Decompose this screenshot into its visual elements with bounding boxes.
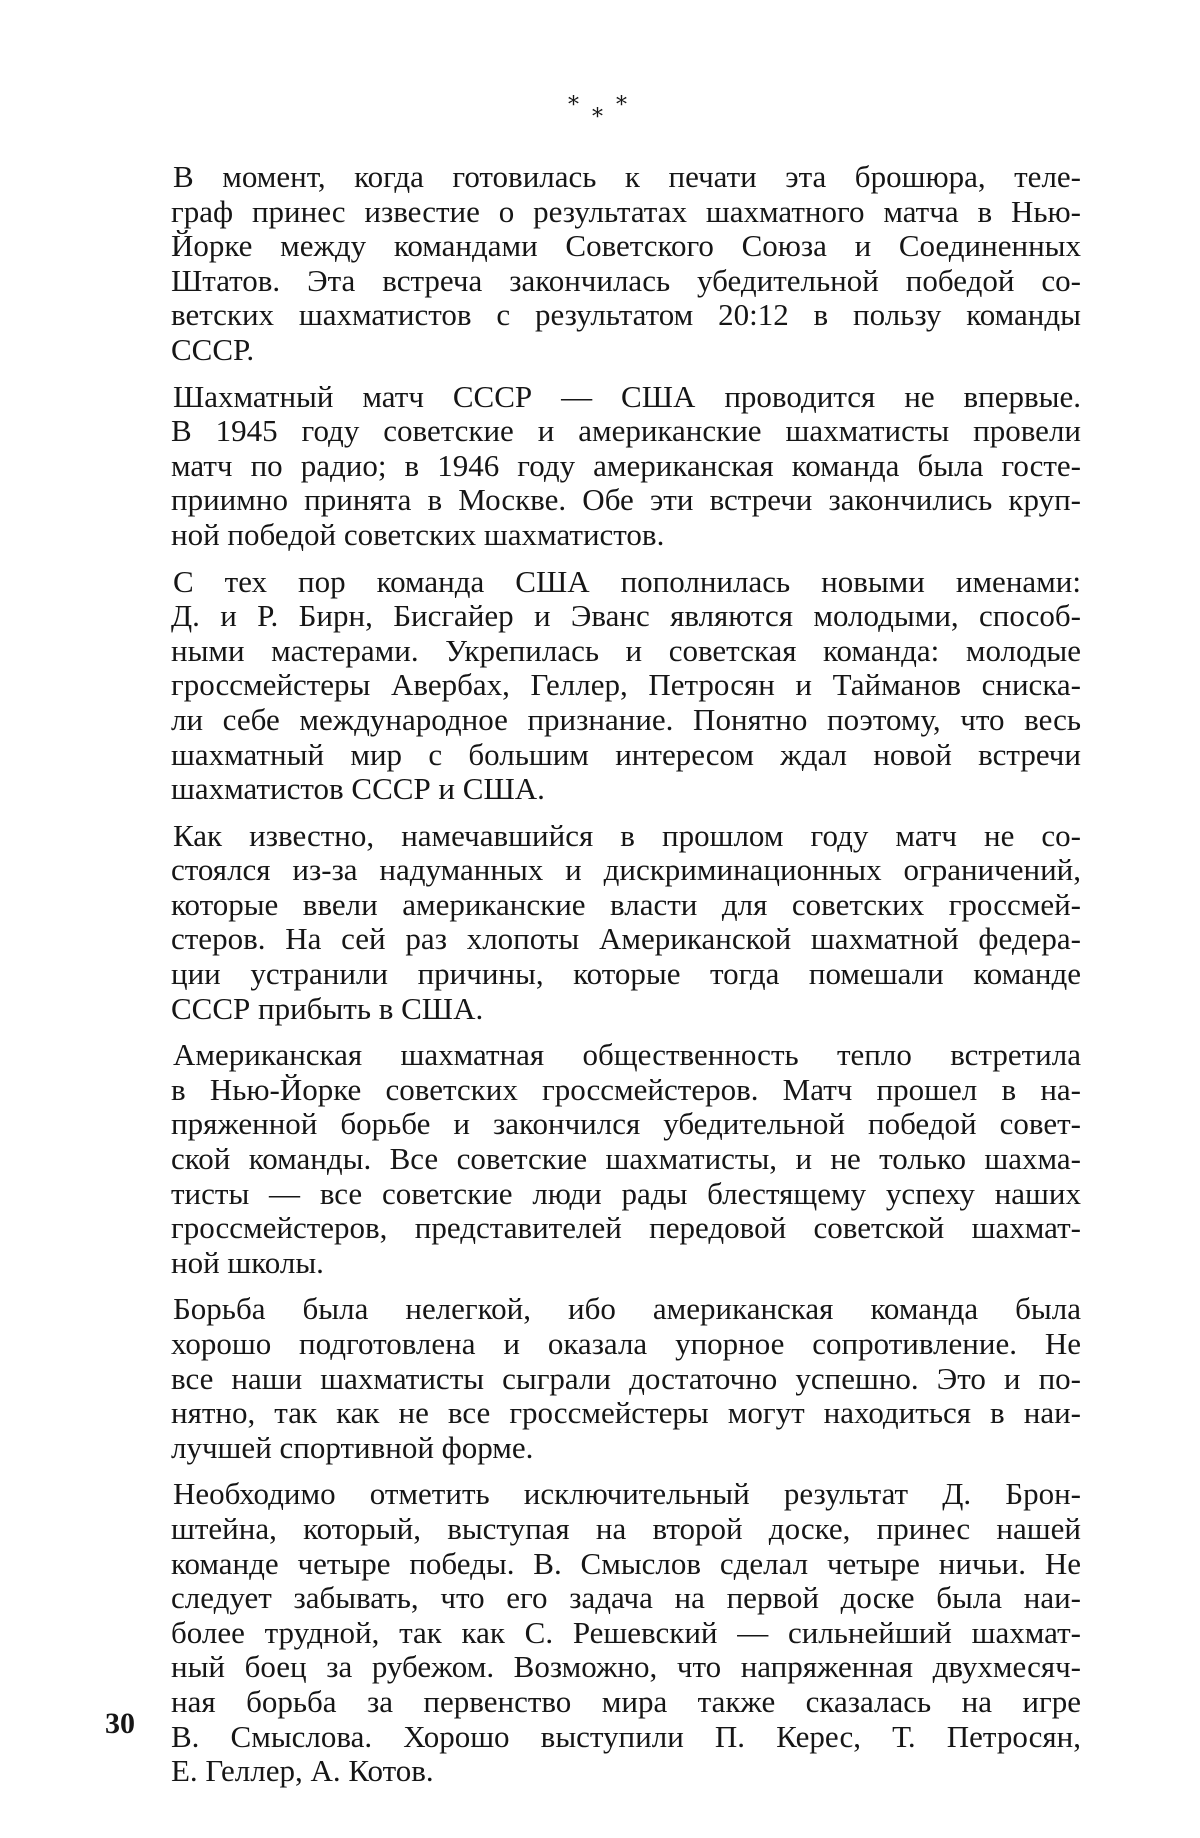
page-number: 30 [105,1707,135,1740]
text-line: ный боец за рубежом. Возможно, что напряженная двухмесяч- [171,1649,1081,1685]
text-line: Борьба была нелегкой, ибо американская команда была [173,1291,1081,1327]
text-line: Необходимо отметить исключительный результат Д. Брон- [173,1476,1081,1512]
paragraph [171,380,1081,553]
text-line: В. Смыслова. Хорошо выступили П. Керес, Т. Петросян, [171,1718,1081,1754]
paragraph [171,1292,1081,1465]
text-line: ной школы. [171,1244,324,1280]
text-line: ная борьба за первенство мира также сказалась на игре [171,1683,1081,1719]
text-line: С тех пор команда США пополнилась новыми именами: [173,563,1081,599]
text-line: Как известно, намечавшийся в прошлом году матч не со- [173,817,1081,853]
text-line: ской команды. Все советские шахматисты, и не только шахма- [171,1141,1081,1177]
text-line: Йорке между командами Советского Союза и Соединенных [171,228,1081,264]
text-line: ными мастерами. Укрепилась и советская команда: молодые [171,632,1081,668]
text-line: СССР прибыть в США. [171,990,484,1026]
text-line: все наши шахматисты сыграли достаточно успешно. Это и по- [171,1360,1081,1396]
text-line: ции устранили причины, которые тогда помешали команде [171,956,1081,992]
text-line: Штатов. Эта встреча закончилась убедительной победой со- [171,262,1081,298]
text-line: В момент, когда готовилась к печати эта брошюра, теле- [173,159,1081,194]
text-line: шахматистов СССР и США. [171,771,545,807]
text-line: граф принес известие о результатах шахматного матча в Нью- [171,193,1081,229]
text-line: в Нью-Йорке советских гроссмейстеров. Матч прошел в на- [171,1071,1081,1107]
text-line: ли себе международное признание. Понятно поэтому, что весь [171,701,1081,737]
text-line: ветских шахматистов с результатом 20:12 в пользу команды [171,297,1081,333]
text-line: штейна, который, выступая на второй доске, принес нашей [171,1510,1081,1546]
text-line: приимно принята в Москве. Обе эти встречи закончились круп- [171,482,1081,518]
paragraph [171,819,1081,1027]
text-line: В 1945 году советские и американские шахматисты провели [171,413,1081,449]
text-line: гроссмейстеров, представителей передовой советской шахмат- [171,1210,1081,1246]
asterism-ornament [560,92,640,132]
text-line: тисты — все советские люди рады блестящему успеху наших [171,1175,1081,1211]
text-line: нятно, так как не все гроссмейстеры могут находиться в наи- [171,1395,1081,1431]
text-line: ной победой советских шахматистов. [171,516,665,552]
paragraph [171,160,1081,368]
text-line: более трудной, так как С. Решевский — сильнейший шахмат- [171,1614,1081,1650]
paragraph [171,1477,1081,1788]
ornament-star-left: * [568,93,579,118]
text-line: матч по радио; в 1946 году американская команда была госте- [171,447,1081,483]
text-line: гроссмейстеры Авербах, Геллер, Петросян и Тайманов сниска- [171,667,1081,703]
body-text [171,160,1081,1801]
paragraph [171,565,1081,807]
text-line: СССР. [171,331,255,367]
text-line: лучшей спортивной форме. [171,1429,534,1465]
text-line: Шахматный матч СССР — США проводится не впервые. [173,378,1081,414]
text-line: стеров. На сей раз хлопоты Американской шахматной федера- [171,921,1081,957]
text-line: Д. и Р. Бирн, Бисгайер и Эванс являются молодыми, способ- [171,598,1081,634]
text-line: следует забывать, что его задача на первой доске была наи- [171,1580,1081,1616]
ornament-star-right: * [616,93,627,118]
text-line: шахматный мир с большим интересом ждал новой встречи [171,736,1081,772]
text-line: пряженной борьбе и закончился убедительной победой совет- [171,1106,1081,1142]
ornament-star-middle: * [592,105,603,130]
text-line: которые ввели американские власти для советских гроссмей- [171,886,1081,922]
paragraph [171,1038,1081,1280]
text-line: стоялся из-за надуманных и дискриминационных ограничений, [171,852,1081,888]
text-line: хорошо подготовлена и оказала упорное сопротивление. Не [171,1326,1081,1361]
text-line: Американская шахматная общественность тепло встретила [173,1037,1081,1073]
text-line: Е. Геллер, А. Котов. [171,1753,434,1789]
text-line: команде четыре победы. В. Смыслов сделал четыре ничьи. Не [171,1545,1081,1581]
